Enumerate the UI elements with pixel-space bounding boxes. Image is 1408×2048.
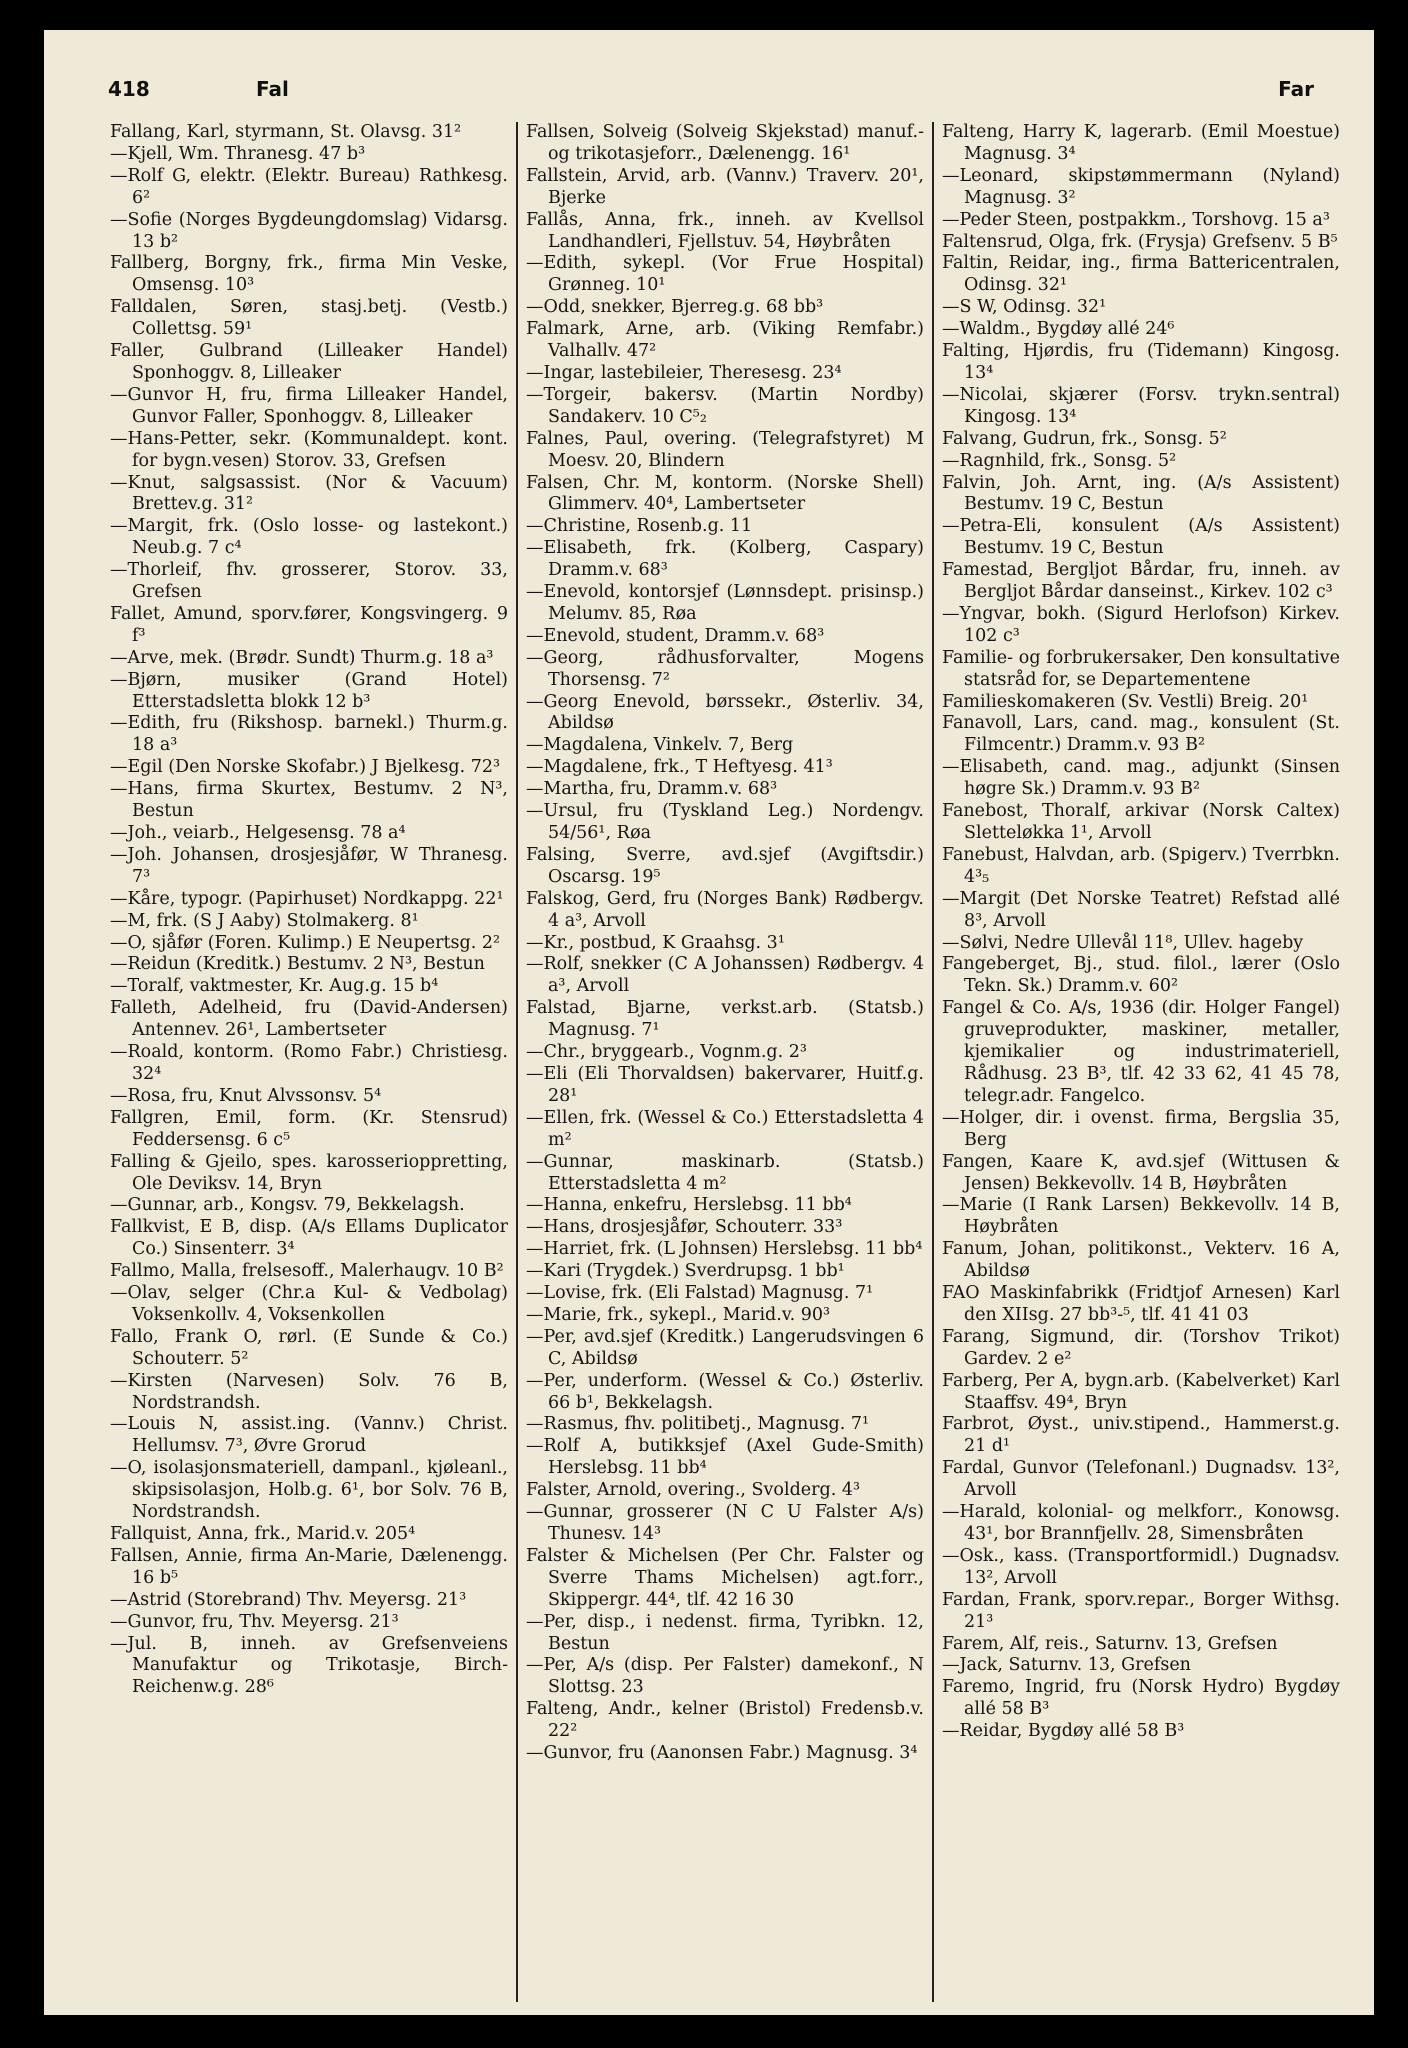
header-right-word: Far — [1278, 77, 1314, 101]
directory-entry: Falster & Michelsen (Per Chr. Falster og Sverre Thams Michelsen) agt.forr., Skippergr. 44⁴, tlf. 42 16 30 — [526, 1545, 924, 1610]
directory-entry: Fanum, Johan, politikonst., Vekterv. 16 A, Abildsø — [942, 1239, 1340, 1282]
column-2 — [526, 122, 924, 1765]
directory-entry: —Hans, firma Skurtex, Bestumv. 2 N³, Bestun — [110, 779, 508, 822]
directory-entry: Fanebust, Halvdan, arb. (Spigerv.) Tverrbkn. 4³₅ — [942, 844, 1340, 887]
directory-entry: Fallo, Frank O, rørl. (E Sunde & Co.) Schouterr. 5² — [110, 1326, 508, 1369]
directory-entry: —Holger, dir. i ovenst. firma, Bergslia 35, Berg — [942, 1107, 1340, 1150]
directory-entry: —Roald, kontorm. (Romo Fabr.) Christiesg. 32⁴ — [110, 1042, 508, 1084]
directory-entry: Fallmo, Malla, frelsesoff., Malerhaugv. 10 B² — [110, 1261, 504, 1282]
directory-entry: Falster, Arnold, overing., Svolderg. 4³ — [526, 1480, 860, 1501]
directory-entry: —Torgeir, bakersv. (Martin Nordby) Sandakerv. 10 C⁵₂ — [526, 384, 924, 427]
directory-entry: —Gunnar, maskinarb. (Statsb.) Etterstadsletta 4 m² — [526, 1151, 924, 1194]
directory-entry: —Gunnar, arb., Kongsv. 79, Bekkelagsh. — [110, 1195, 465, 1216]
directory-entry: —Edith, fru (Rikshosp. barnekl.) Thurm.g. 18 a³ — [110, 713, 508, 756]
directory-entry: —M, frk. (S J Aaby) Stolmakerg. 8¹ — [110, 910, 419, 931]
directory-entry: Fallstein, Arvid, arb. (Vannv.) Traverv. 20¹, Bjerke — [526, 165, 924, 208]
directory-entry: Farbrot, Øyst., univ.stipend., Hammerst.g. 21 d¹ — [942, 1414, 1340, 1457]
directory-entry: —Georg Enevold, børssekr., Østerliv. 34, Abildsø — [526, 691, 924, 734]
directory-entry: —Peder Steen, postpakkm., Torshovg. 15 a³ — [942, 209, 1330, 230]
directory-entry: —Petra-Eli, konsulent (A/s Assistent) Bestumv. 19 C, Bestun — [942, 516, 1340, 559]
directory-entry: —Martha, fru, Dramm.v. 68³ — [526, 779, 778, 800]
directory-entry: —Rolf G, elektr. (Elektr. Bureau) Rathkesg. 6² — [110, 165, 508, 208]
column-rule — [932, 122, 934, 2002]
directory-entry: —Olav, selger (Chr.a Kul- & Vedbolag) Voksenkollv. 4, Voksenkollen — [110, 1283, 508, 1325]
directory-entry: —Kr., postbud, K Graahsg. 3¹ — [526, 932, 785, 953]
directory-entry: —Knut, salgsassist. (Nor & Vacuum) Brettev.g. 31² — [110, 472, 508, 515]
directory-entry: —Harriet, frk. (L Johnsen) Herslebsg. 11 bb⁴ — [526, 1239, 923, 1260]
directory-entry: Falleth, Adelheid, fru (David-Andersen) Antennev. 26¹, Lambertseter — [110, 998, 508, 1041]
directory-entry: —Louis N, assist.ing. (Vannv.) Christ. Hellumsv. 7³, Øvre Grorud — [110, 1414, 508, 1457]
directory-entry: Falsing, Sverre, avd.sjef (Avgiftsdir.) Oscarsg. 19⁵ — [526, 844, 924, 887]
directory-entry: —Georg, rådhusforvalter, Mogens Thorsensg. 7² — [526, 647, 924, 690]
directory-entry: Falling & Gjeilo, spes. karosserioppretting, Ole Deviksv. 14, Bryn — [110, 1151, 508, 1194]
directory-entry: —Margit (Det Norske Teatret) Refstad allé 8³, Arvoll — [942, 888, 1340, 931]
column-rule — [516, 122, 518, 2002]
directory-entry: —Hans, drosjesjåfør, Schouterr. 33³ — [526, 1217, 843, 1238]
directory-entry: —Reidun (Kreditk.) Bestumv. 2 N³, Bestun — [110, 954, 485, 975]
directory-entry: —Bjørn, musiker (Grand Hotel) Etterstadsletta blokk 12 b³ — [110, 669, 508, 712]
directory-entry: —Rolf, snekker (C A Johanssen) Rødbergv. 4 a³, Arvoll — [526, 954, 924, 997]
directory-entry: —Jul. B, inneh. av Grefsenveiens Manufaktur og Trikotasje, Birch-Reichenw.g. 28⁶ — [110, 1633, 508, 1698]
directory-entry: Faltin, Reidar, ing., firma Battericentralen, Odinsg. 32¹ — [942, 253, 1340, 296]
directory-entry: Farberg, Per A, bygn.arb. (Kabelverket) Karl Staaffsv. 49⁴, Bryn — [942, 1370, 1340, 1413]
directory-entry: —Nicolai, skjærer (Forsv. trykn.sentral) Kingosg. 13⁴ — [942, 384, 1340, 427]
directory-entry: Faremo, Ingrid, fru (Norsk Hydro) Bygdøy allé 58 B³ — [942, 1677, 1340, 1720]
directory-entry: —Harald, kolonial- og melkforr., Konowsg. 43¹, bor Brannfjellv. 28, Simensbråten — [942, 1502, 1340, 1544]
directory-entry: —Jack, Saturnv. 13, Grefsen — [942, 1655, 1191, 1676]
directory-entry: —Magdalena, Vinkelv. 7, Berg — [526, 735, 794, 756]
directory-entry: —Christine, Rosenb.g. 11 — [526, 516, 753, 537]
directory-entry: —Per, avd.sjef (Kreditk.) Langerudsvingen 6 C, Abildsø — [526, 1326, 924, 1369]
directory-entry: Falteng, Harry K, lagerarb. (Emil Moestue) Magnusg. 3⁴ — [942, 122, 1340, 164]
directory-entry: Fardan, Frank, sporv.repar., Borger Withsg. 21³ — [942, 1589, 1340, 1632]
directory-entry: —Eli (Eli Thorvaldsen) bakervarer, Huitf.g. 28¹ — [526, 1063, 924, 1106]
directory-entry: —Thorleif, fhv. grosserer, Storov. 33, Grefsen — [110, 560, 508, 603]
directory-entry: Falvin, Joh. Arnt, ing. (A/s Assistent) Bestumv. 19 C, Bestun — [942, 472, 1340, 515]
directory-entry: Falldalen, Søren, stasj.betj. (Vestb.) Collettsg. 59¹ — [110, 297, 508, 340]
directory-entry: Faller, Gulbrand (Lilleaker Handel) Sponhoggv. 8, Lilleaker — [110, 341, 508, 383]
directory-entry: —Odd, snekker, Bjerreg.g. 68 bb³ — [526, 297, 824, 318]
header-left-word: Fal — [256, 77, 289, 101]
directory-entry: —S W, Odinsg. 32¹ — [942, 297, 1107, 318]
directory-entry: Fanavoll, Lars, cand. mag., konsulent (St. Filmcentr.) Dramm.v. 93 B² — [942, 713, 1340, 756]
directory-entry: —Kjell, Wm. Thranesg. 47 b³ — [110, 143, 366, 164]
directory-entry: Fangen, Kaare K, avd.sjef (Wittusen & Jensen) Bekkevollv. 14 B, Høybråten — [942, 1151, 1340, 1194]
directory-entry: —Per, underform. (Wessel & Co.) Østerliv. 66 b¹, Bekkelagsh. — [526, 1370, 924, 1413]
column-1 — [110, 122, 508, 1699]
directory-entry: Fallet, Amund, sporv.fører, Kongsvingerg. 9 f³ — [110, 603, 508, 646]
directory-entry: —Reidar, Bygdøy allé 58 B³ — [942, 1721, 1185, 1742]
directory-entry: —Ingar, lastebileier, Theresesg. 23⁴ — [526, 362, 842, 383]
directory-entry: —Sølvi, Nedre Ullevål 11⁸, Ullev. hageby — [942, 932, 1304, 953]
directory-entry: Fallberg, Borgny, frk., firma Min Veske, Omsensg. 10³ — [110, 253, 508, 296]
directory-entry: —Waldm., Bygdøy allé 24⁶ — [942, 319, 1175, 340]
page-header — [108, 77, 1314, 117]
directory-entry: —Gunvor, fru, Thv. Meyersg. 21³ — [110, 1611, 399, 1632]
directory-entry: Familieskomakeren (Sv. Vestli) Breig. 20¹ — [942, 691, 1309, 712]
directory-entry: —Gunvor, fru (Aanonsen Fabr.) Magnusg. 3⁴ — [526, 1743, 918, 1764]
directory-entry: —Arve, mek. (Brødr. Sundt) Thurm.g. 18 a³ — [110, 647, 494, 668]
directory-entry: FAO Maskinfabrikk (Fridtjof Arnesen) Karl den XIIsg. 27 bb³-⁵, tlf. 41 41 03 — [942, 1283, 1340, 1325]
directory-entry: —Toralf, vaktmester, Kr. Aug.g. 15 b⁴ — [110, 976, 439, 997]
directory-entry: —Hanna, enkefru, Herslebsg. 11 bb⁴ — [526, 1195, 852, 1216]
directory-entry: —O, sjåfør (Foren. Kulimp.) E Neupertsg. 2² — [110, 932, 500, 953]
directory-entry: Fardal, Gunvor (Telefonanl.) Dugnadsv. 13², Arvoll — [942, 1458, 1340, 1501]
directory-entry: —Edith, sykepl. (Vor Frue Hospital) Grønneg. 10¹ — [526, 253, 924, 296]
directory-entry: Farang, Sigmund, dir. (Torshov Trikot) Gardev. 2 e² — [942, 1326, 1340, 1369]
column-3 — [942, 122, 1340, 1743]
page-number: 418 — [108, 77, 150, 101]
directory-entry: —Chr., bryggearb., Vognm.g. 2³ — [526, 1042, 807, 1063]
directory-entry: —Hans-Petter, sekr. (Kommunaldept. kont. for bygn.vesen) Storov. 33, Grefsen — [110, 428, 508, 471]
directory-entry: Fallquist, Anna, frk., Marid.v. 205⁴ — [110, 1524, 416, 1544]
directory-entry: —Enevold, kontorsjef (Lønnsdept. prisinsp.) Melumv. 85, Røa — [526, 582, 924, 624]
directory-entry: —Enevold, student, Dramm.v. 68³ — [526, 625, 825, 646]
directory-entry: Falteng, Andr., kelner (Bristol) Fredensb.v. 22² — [526, 1699, 924, 1742]
directory-entry: Falvang, Gudrun, frk., Sonsg. 5² — [942, 428, 1227, 449]
directory-entry: Farem, Alf, reis., Saturnv. 13, Grefsen — [942, 1633, 1278, 1654]
directory-entry: —Elisabeth, frk. (Kolberg, Caspary) Dramm.v. 68³ — [526, 538, 924, 581]
directory-entry: Fallsen, Solveig (Solveig Skjekstad) manuf.- og trikotasjeforr., Dælenengg. 16¹ — [526, 122, 924, 164]
directory-entry: Fangeberget, Bj., stud. filol., lærer (Oslo Tekn. Sk.) Dramm.v. 60² — [942, 954, 1340, 997]
directory-entry: —Per, disp., i nedenst. firma, Tyribkn. 12, Bestun — [526, 1611, 924, 1654]
directory-entry: Fanebost, Thoralf, arkivar (Norsk Caltex) Sletteløkka 1¹, Arvoll — [942, 801, 1340, 843]
directory-entry: Fangel & Co. A/s, 1936 (dir. Holger Fangel) gruveprodukter, maskiner, metaller, kjemikalier og industrimateriell, Rådhusg. 23 B³, tlf. 42 33 62, 41 45 78, telegr.adr. Fangelco. — [942, 998, 1340, 1106]
directory-entry: Falnes, Paul, overing. (Telegrafstyret) M Moesv. 20, Blindern — [526, 428, 924, 471]
directory-entry: Fallås, Anna, frk., inneh. av Kvellsol Landhandleri, Fjellstuv. 54, Høybråten — [526, 209, 924, 252]
directory-entry: —O, isolasjonsmateriell, dampanl., kjøleanl., skipsisolasjon, Holb.g. 6¹, bor Solv. 76 B, Nordstrandsh. — [110, 1458, 508, 1523]
directory-entry: Famestad, Bergljot Bårdar, fru, inneh. av Bergljot Bårdar danseinst., Kirkev. 102 c³ — [942, 560, 1340, 603]
directory-entry: Fallgren, Emil, form. (Kr. Stensrud) Feddersensg. 6 c⁵ — [110, 1107, 508, 1150]
directory-entry: —Margit, frk. (Oslo losse- og lastekont.) Neub.g. 7 c⁴ — [110, 516, 508, 559]
directory-entry: —Rasmus, fhv. politibetj., Magnusg. 7¹ — [526, 1414, 869, 1435]
directory-entry: —Lovise, frk. (Eli Falstad) Magnusg. 7¹ — [526, 1283, 874, 1304]
directory-entry: —Gunnar, grosserer (N C U Falster A/s) Thunesv. 14³ — [526, 1502, 924, 1544]
directory-entry: —Joh., veiarb., Helgesensg. 78 a⁴ — [110, 823, 406, 843]
directory-entry: —Ursul, fru (Tyskland Leg.) Nordengv. 54/56¹, Røa — [526, 801, 924, 843]
directory-entry: —Kirsten (Narvesen) Solv. 76 B, Nordstrandsh. — [110, 1370, 508, 1413]
directory-entry: —Per, A/s (disp. Per Falster) damekonf., N Slottsg. 23 — [526, 1655, 924, 1698]
directory-entry: Fallang, Karl, styrmann, St. Olavsg. 31² — [110, 122, 462, 142]
directory-entry: Falmark, Arne, arb. (Viking Remfabr.) Valhallv. 47² — [526, 319, 924, 362]
directory-entry: —Marie, frk., sykepl., Marid.v. 90³ — [526, 1304, 831, 1325]
directory-entry: Falstad, Bjarne, verkst.arb. (Statsb.) Magnusg. 7¹ — [526, 998, 924, 1041]
directory-entry: —Marie (I Rank Larsen) Bekkevollv. 14 B, Høybråten — [942, 1195, 1340, 1238]
directory-entry: Fallkvist, E B, disp. (A/s Ellams Duplicator Co.) Sinsenterr. 3⁴ — [110, 1217, 508, 1260]
directory-entry: —Leonard, skipstømmermann (Nyland) Magnusg. 3² — [942, 165, 1340, 208]
directory-entry: —Osk., kass. (Transportformidl.) Dugnadsv. 13², Arvoll — [942, 1545, 1340, 1588]
directory-entry: —Ellen, frk. (Wessel & Co.) Etterstadsletta 4 m² — [526, 1107, 924, 1150]
directory-entry: Falsen, Chr. M, kontorm. (Norske Shell) Glimmerv. 40⁴, Lambertseter — [526, 472, 924, 515]
directory-entry: —Gunvor H, fru, firma Lilleaker Handel, Gunvor Faller, Sponhoggv. 8, Lilleaker — [110, 384, 508, 427]
directory-entry: —Rolf A, butikksjef (Axel Gude-Smith) Herslebsg. 11 bb⁴ — [526, 1436, 924, 1479]
directory-entry: —Kåre, typogr. (Papirhuset) Nordkappg. 22¹ — [110, 888, 504, 909]
directory-entry: Falting, Hjørdis, fru (Tidemann) Kingosg. 13⁴ — [942, 341, 1340, 383]
directory-page — [44, 30, 1374, 2015]
directory-entry: Familie- og forbrukersaker, Den konsultative statsråd for, se Departementene — [942, 647, 1340, 690]
directory-entry: —Sofie (Norges Bygdeungdomslag) Vidarsg. 13 b² — [110, 209, 508, 252]
directory-entry: —Rosa, fru, Knut Alvssonsv. 5⁴ — [110, 1085, 382, 1106]
directory-entry: —Joh. Johansen, drosjesjåfør, W Thranesg. 7³ — [110, 844, 508, 887]
directory-entry: —Ragnhild, frk., Sonsg. 5² — [942, 450, 1177, 471]
directory-entry: Fallsen, Annie, firma An-Marie, Dælenengg. 16 b⁵ — [110, 1545, 508, 1588]
directory-entry: Falskog, Gerd, fru (Norges Bank) Rødbergv. 4 a³, Arvoll — [526, 888, 924, 931]
directory-entry: —Astrid (Storebrand) Thv. Meyersg. 21³ — [110, 1589, 467, 1610]
directory-entry: —Magdalene, frk., T Heftyesg. 41³ — [526, 757, 833, 778]
directory-entry: —Yngvar, bokh. (Sigurd Herlofson) Kirkev. 102 c³ — [942, 603, 1340, 646]
directory-entry: Faltensrud, Olga, frk. (Frysja) Grefsenv. 5 B⁵ — [942, 231, 1338, 252]
directory-entry: —Kari (Trygdek.) Sverdrupsg. 1 bb¹ — [526, 1261, 845, 1282]
directory-entry: —Egil (Den Norske Skofabr.) J Bjelkesg. 72³ — [110, 757, 501, 778]
directory-entry: —Elisabeth, cand. mag., adjunkt (Sinsen høgre Sk.) Dramm.v. 93 B² — [942, 757, 1340, 800]
